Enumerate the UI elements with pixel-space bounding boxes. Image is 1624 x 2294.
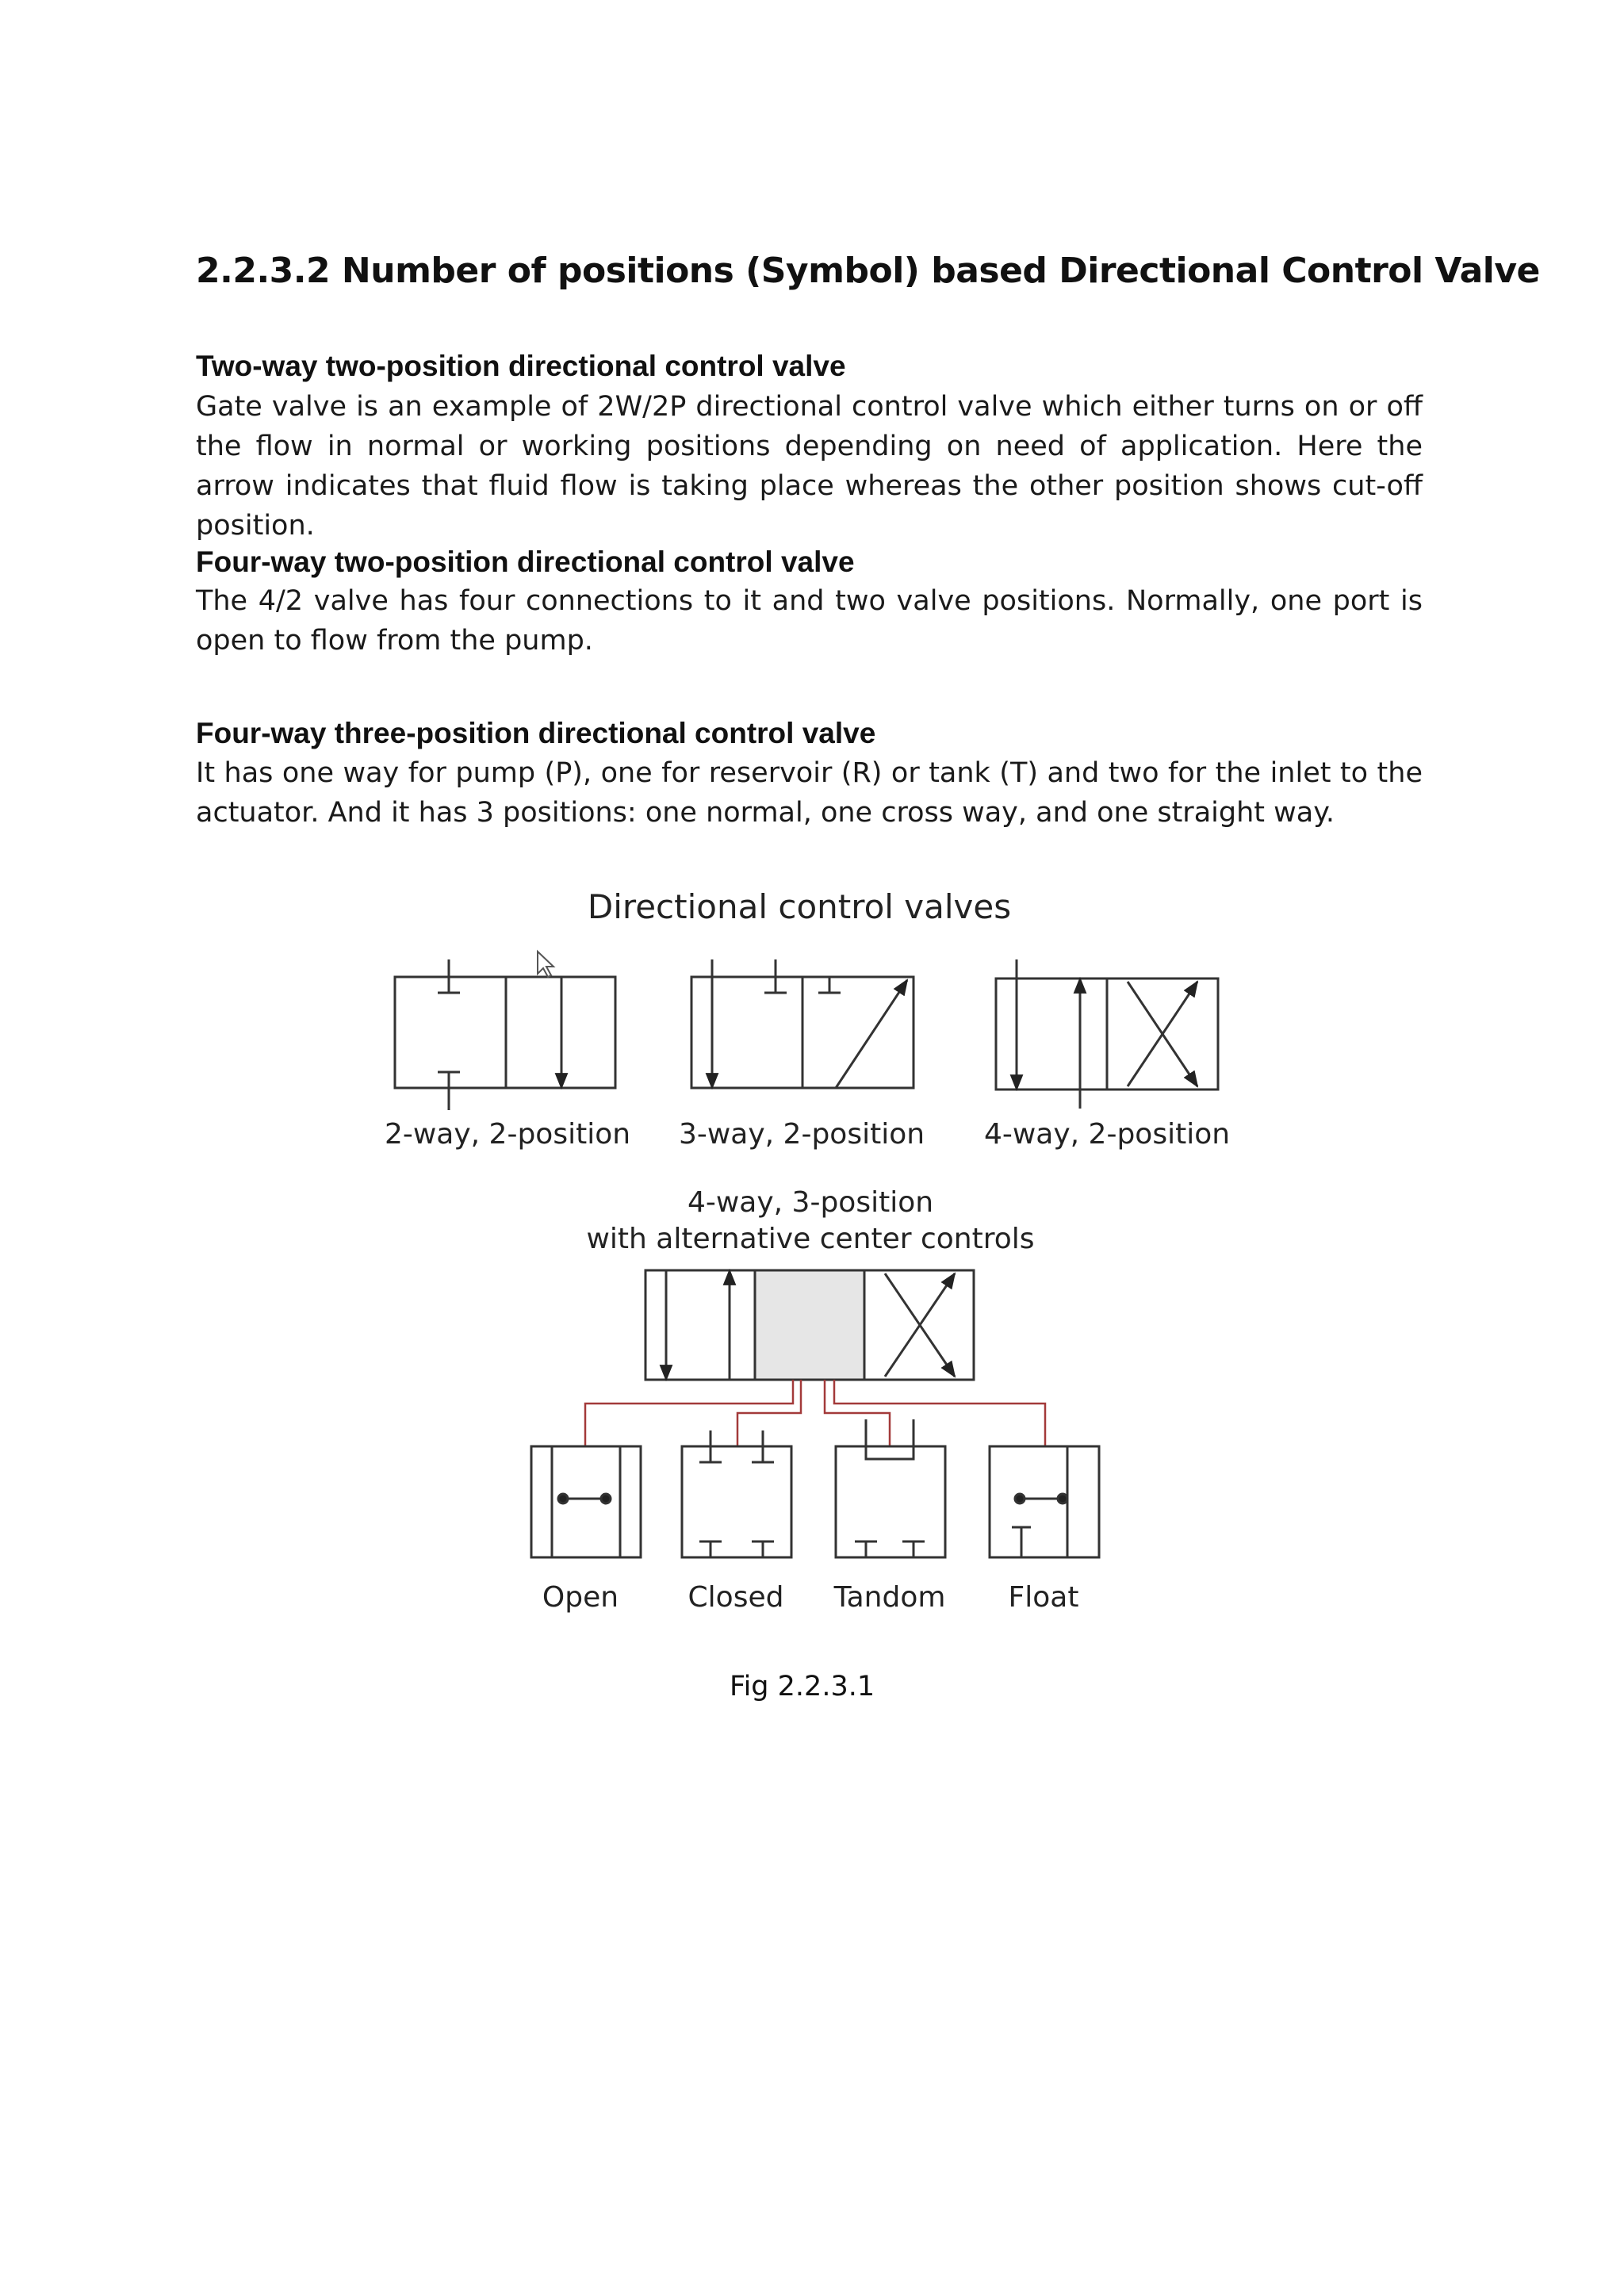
valve-2way-2pos — [395, 959, 615, 1110]
label-open: Open — [542, 1581, 619, 1614]
valve-4way-2pos — [996, 959, 1218, 1109]
subheading-four-way-two-position: Four-way two-position directional control valve — [196, 546, 855, 578]
valve-4way-3pos — [645, 1270, 974, 1380]
subheading-four-way-three-position: Four-way three-position directional control valve — [196, 717, 876, 749]
paragraph-two-way-two-position: Gate valve is an example of 2W/2P directional control valve which either turns on or off the flow in normal or working positions depending on need of application. Here the arrow indicates that fluid flow is taking place whereas the other position shows cut-off position. — [196, 391, 1423, 542]
figure-caption: Fig 2.2.3.1 — [730, 1671, 875, 1702]
figure-title: Directional control valves — [587, 887, 1012, 926]
label-closed: Closed — [688, 1581, 784, 1614]
subheading-two-way-two-position: Two-way two-position directional control valve — [196, 350, 846, 382]
center-open-symbol — [531, 1446, 641, 1557]
center-float-symbol — [990, 1446, 1099, 1557]
label-float: Float — [1008, 1581, 1079, 1614]
directional-control-valves-figure — [371, 872, 1253, 1633]
section-heading: 2.2.3.2 Number of positions (Symbol) based Directional Control Valve — [196, 251, 1540, 291]
valve-3way-2pos — [691, 959, 914, 1088]
label-3way-2pos: 3-way, 2-position — [678, 1118, 925, 1151]
label-tandem: Tandom — [833, 1581, 946, 1614]
mouse-cursor-icon — [538, 952, 553, 977]
center-option-connectors — [585, 1380, 1045, 1446]
label-4way-2pos: 4-way, 2-position — [983, 1118, 1231, 1151]
paragraph-four-way-two-position: The 4/2 valve has four connections to it and two valve positions. Normally, one port is open to flow from the pump. — [196, 585, 1423, 657]
label-2way-2pos: 2-way, 2-position — [384, 1118, 631, 1151]
label-4way-3pos-line2: with alternative center controls — [586, 1223, 1035, 1255]
valve-symbols-diagram — [371, 872, 1253, 1633]
label-4way-3pos-line1: 4-way, 3-position — [687, 1186, 934, 1219]
center-closed-symbol — [682, 1430, 791, 1557]
paragraph-four-way-three-position: It has one way for pump (P), one for reservoir (R) or tank (T) and two for the inlet to the actuator. And it has 3 positions: one normal, one cross way, and one straight way. — [196, 757, 1423, 829]
